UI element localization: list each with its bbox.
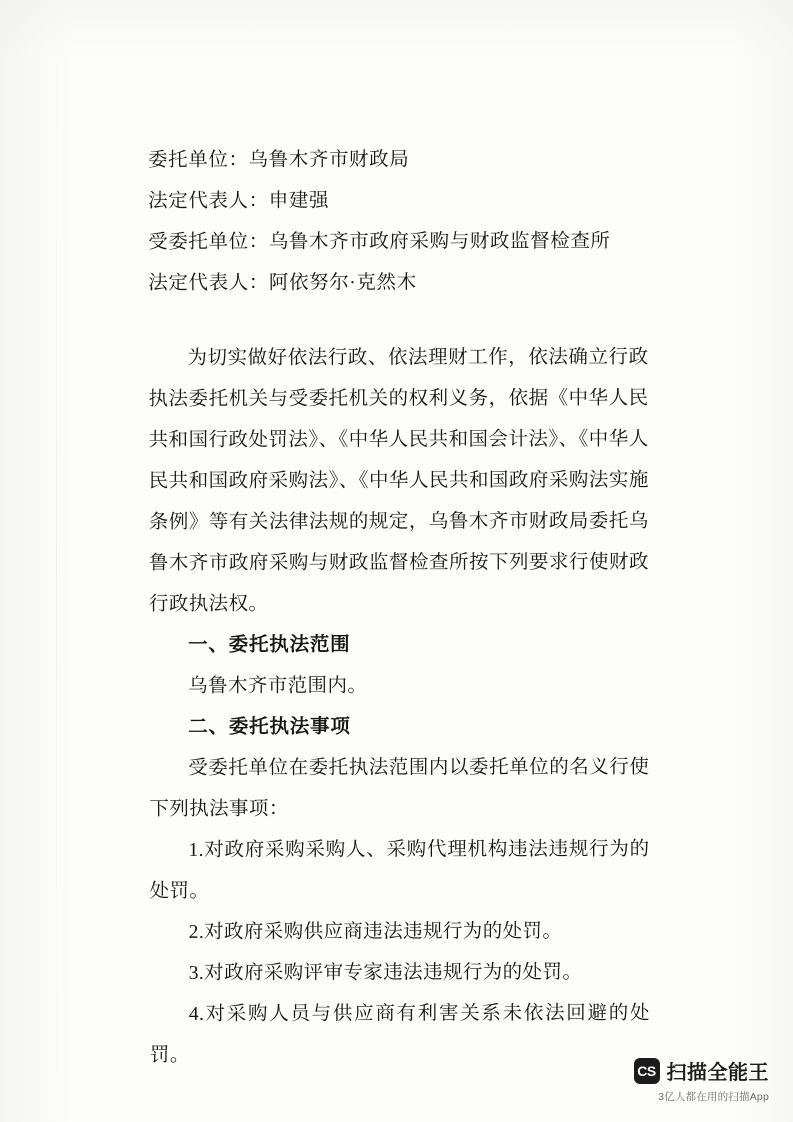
document-content <box>148 139 650 1076</box>
entrusting-unit-line: 委托单位：乌鲁木齐市财政局 <box>148 149 410 171</box>
section-2-item-2: 2.对政府采购供应商违法违规行为的处罚。 <box>188 921 563 943</box>
entrusted-unit-line: 受委托单位：乌鲁木齐市政府采购与财政监督检查所 <box>148 231 611 253</box>
document-body <box>148 337 650 1076</box>
watermark-subtitle: 3亿人都在用的扫描App <box>658 1091 769 1103</box>
section-2-paragraph-1: 受委托单位在委托执法范围内以委托单位的名义行使下列执法事项： <box>149 756 650 820</box>
page-fold-line <box>56 0 57 1122</box>
section-1-heading: 一、委托执法范围 <box>188 634 351 656</box>
entrusted-legal-rep-line: 法定代表人：阿依努尔·克然木 <box>148 272 417 294</box>
watermark-row <box>569 1056 769 1085</box>
section-2-item-1: 1.对政府采购采购人、采购代理机构违法违规行为的处罚。 <box>149 838 650 902</box>
section-2-heading: 二、委托执法事项 <box>188 716 351 738</box>
section-2-item-4: 4.对采购人员与供应商有利害关系未依法回避的处罚。 <box>149 1002 650 1066</box>
watermark-title: 扫描全能王 <box>666 1062 769 1084</box>
section-2-item-3: 3.对政府采购评审专家违法违规行为的处罚。 <box>188 962 583 984</box>
section-1-paragraph-1: 乌鲁木齐市范围内。 <box>188 675 368 697</box>
preamble-paragraph: 为切实做好依法行政、依法理财工作，依法确立行政执法委托机关与受委托机关的权利义务，依据《中华人民共和国行政处罚法》、《中华人民共和国会计法》、《中华人民共和国政府采购法》、《中华人民共和国政府采购法实施条例》等有关法律法规的规定，乌鲁木齐市财政局委托乌鲁木齐市政府采购与财政监督检查所按下列要求行使财政行政执法权。 <box>148 346 649 615</box>
camscanner-watermark <box>569 1056 769 1104</box>
camscanner-logo-icon: CS <box>634 1058 660 1084</box>
entrusting-legal-rep-line: 法定代表人：申建强 <box>148 190 330 212</box>
party-header-block <box>148 139 648 304</box>
